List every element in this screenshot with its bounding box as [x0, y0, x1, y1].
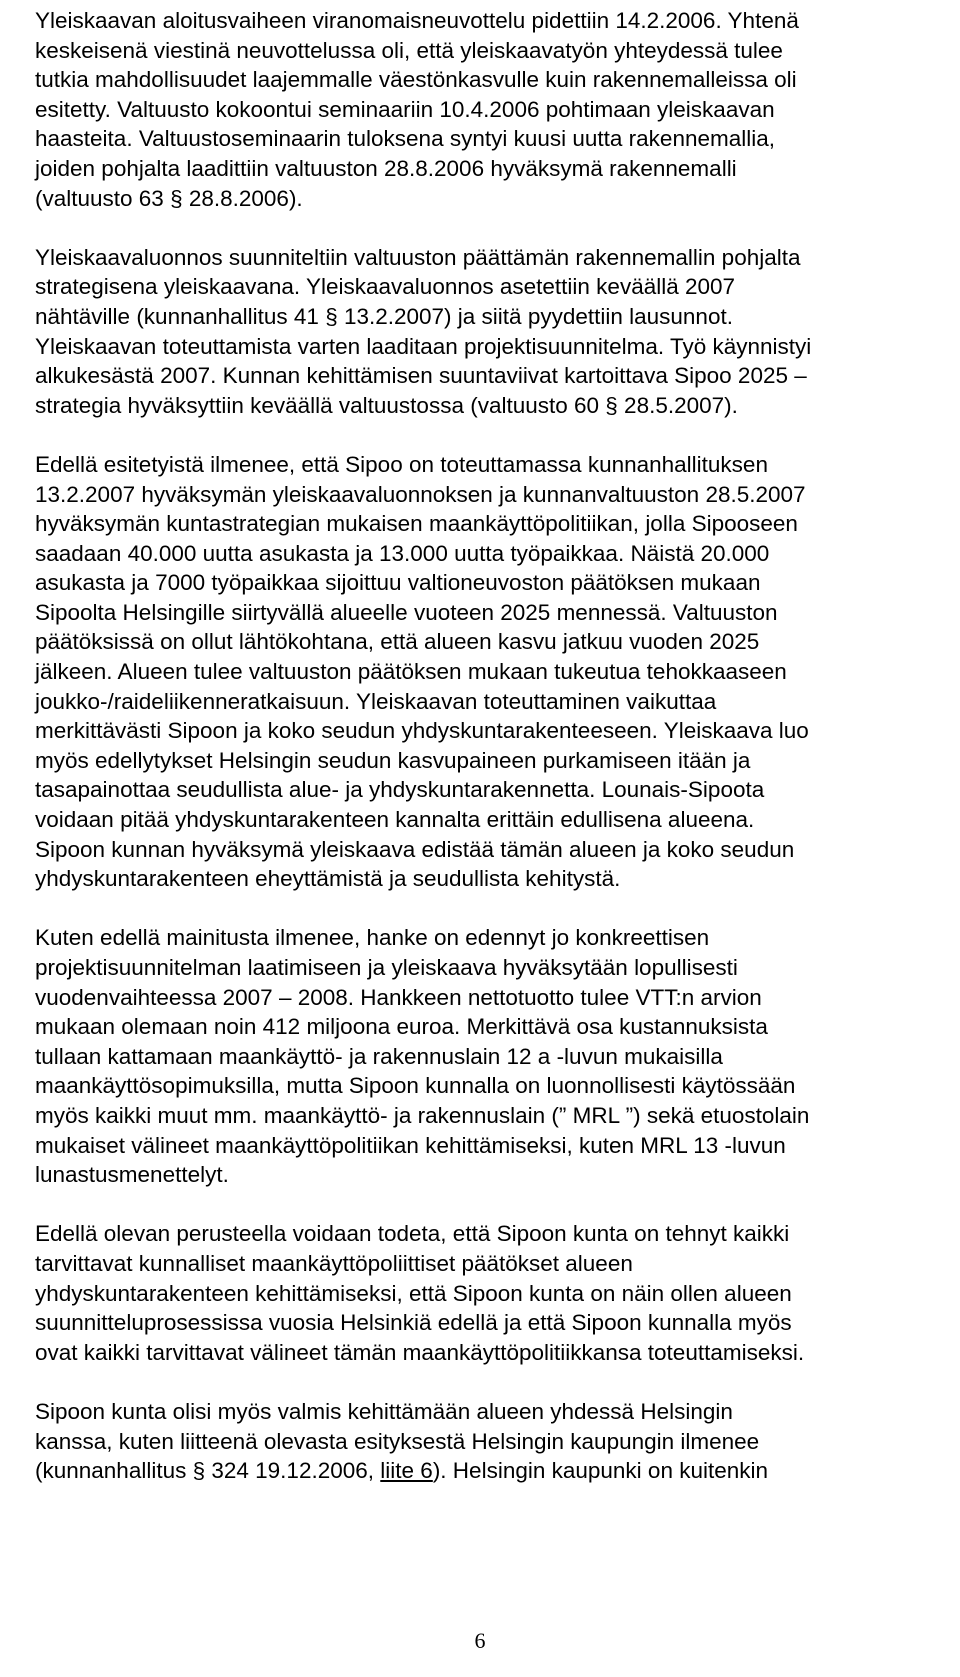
text-line: ovat kaikki tarvittavat välineet tämän maankäyttöpolitiikkansa toteuttamiseksi. [35, 1339, 805, 1365]
text-line [35, 1456, 960, 1486]
text-line: asukasta ja 7000 työpaikkaa sijoittuu valtioneuvoston päätöksen mukaan [35, 570, 761, 596]
text-line: jälkeen. Alueen tulee valtuuston päätöksen mukaan tukeutua tehokkaaseen [35, 659, 787, 685]
paragraph [35, 1219, 960, 1367]
text-line: strategia hyväksyttiin keväällä valtuustossa (valtuusto 60 § 28.5.2007). [35, 392, 738, 418]
body-text [35, 6, 960, 1367]
text-line: 13.2.2007 hyväksymän yleiskaavaluonnoksen ja kunnanvaltuuston 28.5.2007 [35, 481, 806, 507]
text-line: strategisena yleiskaavana. Yleiskaavaluonnos asetettiin keväällä 2007 [35, 274, 736, 300]
text-line: alkukesästä 2007. Kunnan kehittämisen suuntaviivat kartoittava Sipoo 2025 – [35, 363, 807, 389]
text-line: Sipoolta Helsingille siirtyvällä alueelle vuoteen 2025 mennessä. Valtuuston [35, 599, 778, 625]
text-line: joukko-/raideliikenneratkaisuun. Yleiskaavan toteuttaminen vaikuttaa [35, 688, 717, 714]
text-line: tasapainottaa seudullista alue- ja yhdyskuntarakennetta. Lounais-Sipoota [35, 777, 765, 803]
text-line: Edellä esitetyistä ilmenee, että Sipoo on toteuttamassa kunnanhallituksen [35, 451, 768, 477]
text-line: Yleiskaavaluonnos suunniteltiin valtuuston päättämän rakennemallin pohjalta [35, 244, 801, 270]
text-line: yhdyskuntarakenteen kehittämiseksi, että Sipoon kunta on näin ollen alueen [35, 1280, 792, 1306]
text-line: projektisuunnitelman laatimiseen ja yleiskaava hyväksytään lopullisesti [35, 955, 738, 980]
text-line: tarvittavat kunnalliset maankäyttöpoliittiset päätökset alueen [35, 1250, 633, 1276]
text-line: Yleiskaavan toteuttamista varten laaditaan projektisuunnitelma. Työ käynnistyi [35, 333, 812, 359]
text-line: Yleiskaavan aloitusvaiheen viranomaisneuvottelu pidettiin 14.2.2006. Yhtenä [35, 8, 799, 33]
text-line: Edellä olevan perusteella voidaan todeta, että Sipoon kunta on tehnyt kaikki [35, 1221, 790, 1247]
text-line: vuodenvaihteessa 2007 – 2008. Hankkeen nettotuotto tulee VTT:n arvion [35, 984, 762, 1010]
text-line: esitetty. Valtuusto kokoontui seminaariin 10.4.2006 pohtimaan yleiskaavan [35, 96, 775, 122]
text-line: keskeisenä viestinä neuvottelussa oli, että yleiskaavatyön yhteydessä tulee [35, 37, 783, 63]
paragraph [35, 243, 960, 421]
text-line: maankäyttösopimuksilla, mutta Sipoon kunnalla on luonnollisesti käytössään [35, 1073, 796, 1099]
text-line: suunnitteluprosessissa vuosia Helsinkiä edellä ja että Sipoon kunnalla myös [35, 1310, 792, 1336]
text-line: merkittävästi Sipoon ja koko seudun yhdyskuntarakenteeseen. Yleiskaava luo [35, 718, 809, 744]
attachment-link[interactable]: liite 6 [380, 1458, 433, 1484]
text-line: hyväksymän kuntastrategian mukaisen maankäyttöpolitiikan, jolla Sipooseen [35, 511, 798, 537]
text-line: mukaiset välineet maankäyttöpolitiikan kehittämiseksi, kuten MRL 13 -luvun [35, 1132, 786, 1158]
text-line: päätöksissä on ollut lähtökohtana, että alueen kasvu jatkuu vuoden 2025 [35, 629, 760, 655]
page-number: 6 [474, 1628, 486, 1653]
text-line: haasteita. Valtuustoseminaarin tuloksena syntyi kuusi uutta rakennemallia, [35, 126, 775, 152]
text-line: kanssa, kuten liitteenä olevasta esityksestä Helsingin kaupungin ilmenee [35, 1428, 760, 1454]
paragraph-last [35, 1397, 960, 1486]
paragraph [35, 923, 960, 1189]
text-line: myös edellytykset Helsingin seudun kasvupaineen purkamiseen itään ja [35, 747, 751, 773]
text-line: yhdyskuntarakenteen eheyttämistä ja seudullista kehitystä. [35, 866, 621, 892]
text-line: tutkia mahdollisuudet laajemmalle väestönkasvulle kuin rakennemalleissa oli [35, 67, 797, 93]
text-line: saadaan 40.000 uutta asukasta ja 13.000 uutta työpaikkaa. Näistä 20.000 [35, 540, 770, 566]
text-segment: ). Helsingin kaupunki on kuitenkin [432, 1458, 769, 1484]
text-line: mukaan olemaan noin 412 miljoona euroa. Merkittävä osa kustannuksista [35, 1014, 768, 1040]
text-line: (valtuusto 63 § 28.8.2006). [35, 185, 303, 211]
text-line: tullaan kattamaan maankäyttö- ja rakennuslain 12 a -luvun mukaisilla [35, 1043, 723, 1069]
text-line: joiden pohjalta laadittiin valtuuston 28.8.2006 hyväksymä rakennemalli [35, 155, 737, 181]
text-line: myös kaikki muut mm. maankäyttö- ja rakennuslain (” MRL ”) sekä etuostolain [35, 1102, 810, 1128]
text-line: lunastusmenettelyt. [35, 1162, 229, 1188]
text-line: Sipoon kunta olisi myös valmis kehittämään alueen yhdessä Helsingin [35, 1398, 733, 1424]
paragraph [35, 450, 960, 894]
text-line: Kuten edellä mainitusta ilmenee, hanke on edennyt jo konkreettisen [35, 925, 710, 951]
text-line: Sipoon kunnan hyväksymä yleiskaava edistää tämän alueen ja koko seudun [35, 836, 795, 862]
text-line: voidaan pitää yhdyskuntarakenteen kannalta erittäin edullisena alueena. [35, 807, 755, 833]
text-line: nähtäville (kunnanhallitus 41 § 13.2.2007) ja siitä pyydettiin lausunnot. [35, 303, 733, 329]
paragraph [35, 6, 960, 213]
text-segment: (kunnanhallitus § 324 19.12.2006, [35, 1458, 381, 1484]
